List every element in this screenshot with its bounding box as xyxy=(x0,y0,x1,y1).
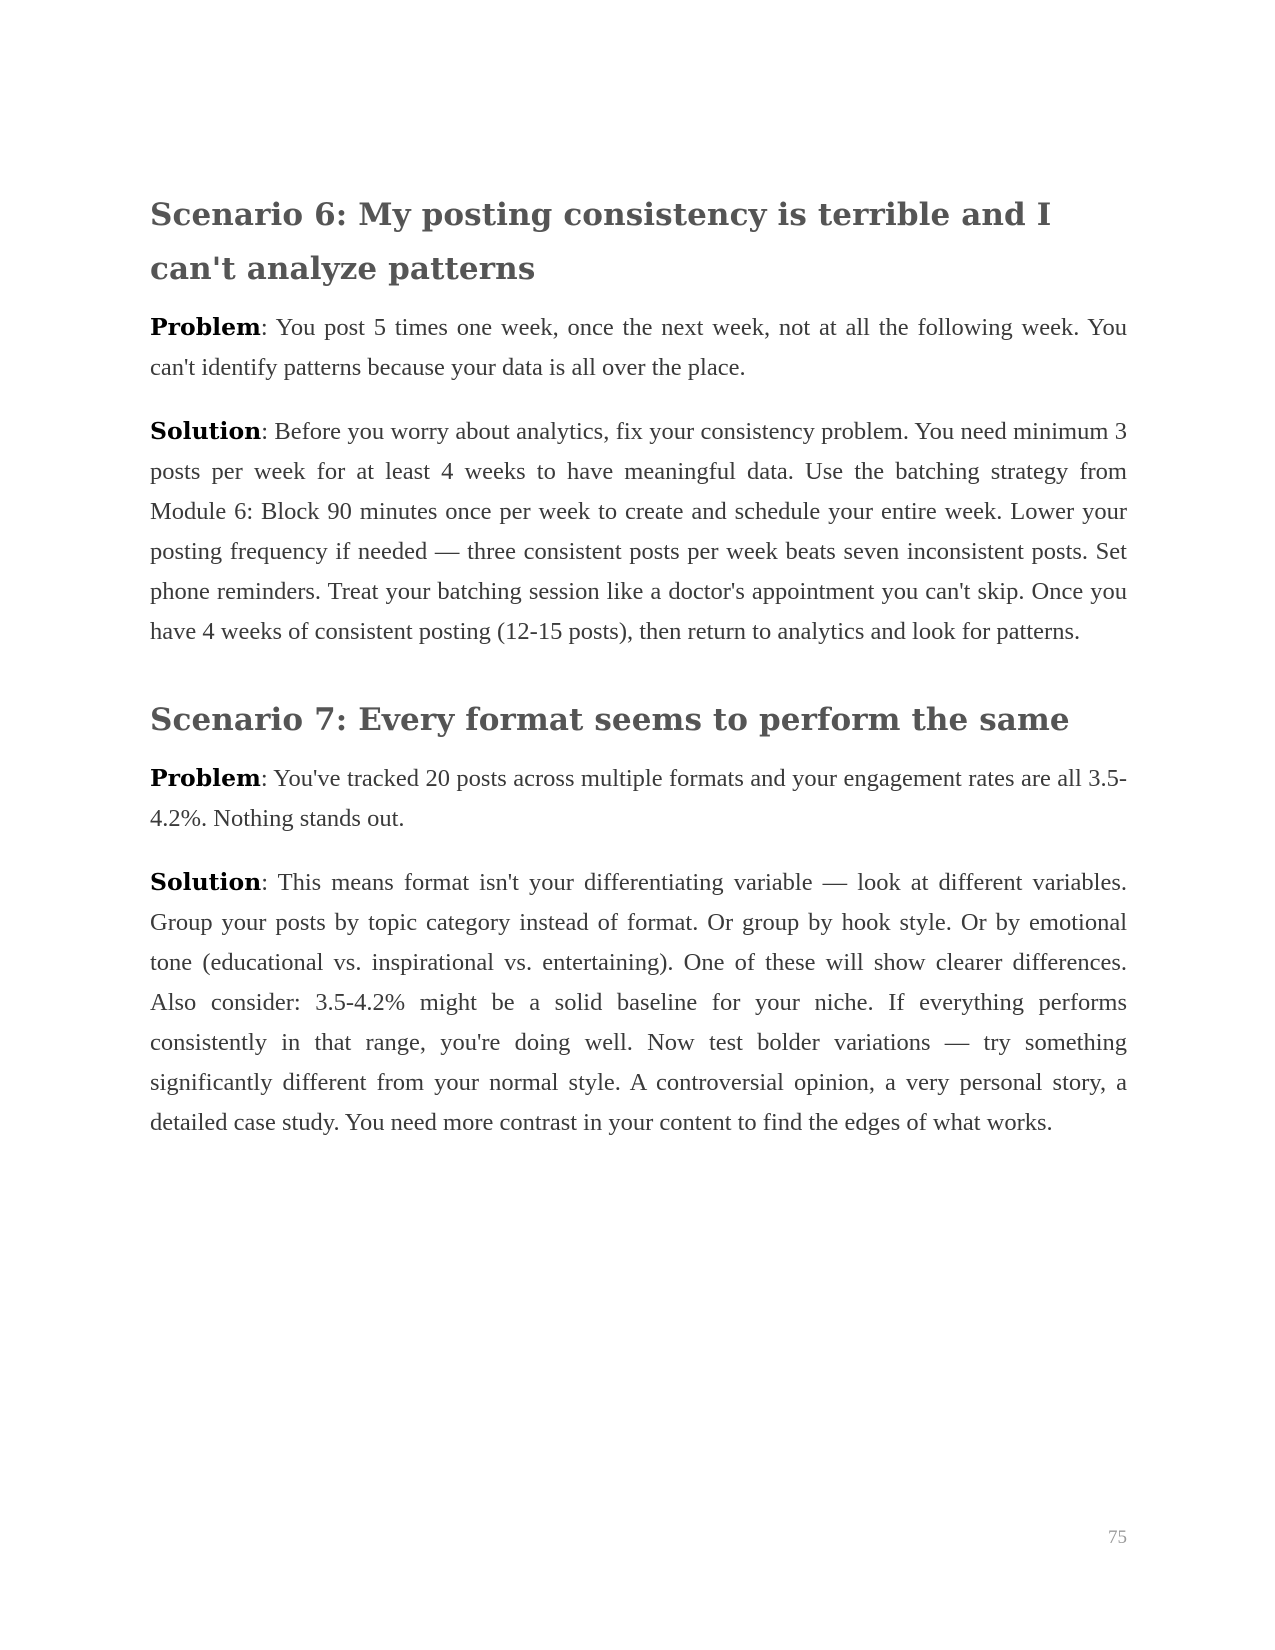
problem-text: : You post 5 times one week, once the next week, not at all the following week. You can't identify patterns because your data is all over the place. xyxy=(150,314,1127,381)
scenario-6-problem xyxy=(150,307,1127,388)
solution-text: : This means format isn't your differentiating variable — look at different variables. Group your posts by topic category instead of format. Or group by hook style. Or by emotional tone (educational vs. inspirational vs. entertaining). One of these will show clearer differences. Also consider: 3.5-4.2% might be a solid baseline for your niche. If everything performs consistently in that range, you're doing well. Now test bolder variations — try something significantly different from your normal style. A controversial opinion, a very personal story, a detailed case study. You need more contrast in your content to find the edges of what works. xyxy=(150,869,1127,1136)
scenario-6-solution xyxy=(150,411,1127,652)
page-content xyxy=(150,188,1127,1143)
scenario-7-problem xyxy=(150,758,1127,839)
scenario-7-heading: Scenario 7: Every format seems to perform the same xyxy=(150,702,1070,738)
problem-text: : You've tracked 20 posts across multiple formats and your engagement rates are all 3.5-4.2%. Nothing stands out. xyxy=(150,765,1127,832)
solution-text: : Before you worry about analytics, fix your consistency problem. You need minimum 3 posts per week for at least 4 weeks to have meaningful data. Use the batching strategy from Module 6: Block 90 minutes once per week to create and schedule your entire week. Lower your posting frequency if needed — three consistent posts per week beats seven inconsistent posts. Set phone reminders. Treat your batching session like a doctor's appointment you can't skip. Once you have 4 weeks of consistent posting (12-15 posts), then return to analytics and look for patterns. xyxy=(150,418,1127,645)
solution-label: Solution xyxy=(150,417,262,445)
problem-label: Problem xyxy=(150,764,261,792)
scenario-7-solution xyxy=(150,862,1127,1143)
page-number: 75 xyxy=(1108,1527,1127,1548)
solution-label: Solution xyxy=(150,868,262,896)
problem-label: Problem xyxy=(150,313,261,341)
scenario-6-heading: Scenario 6: My posting consistency is terrible and I can't analyze patterns xyxy=(150,197,1052,287)
